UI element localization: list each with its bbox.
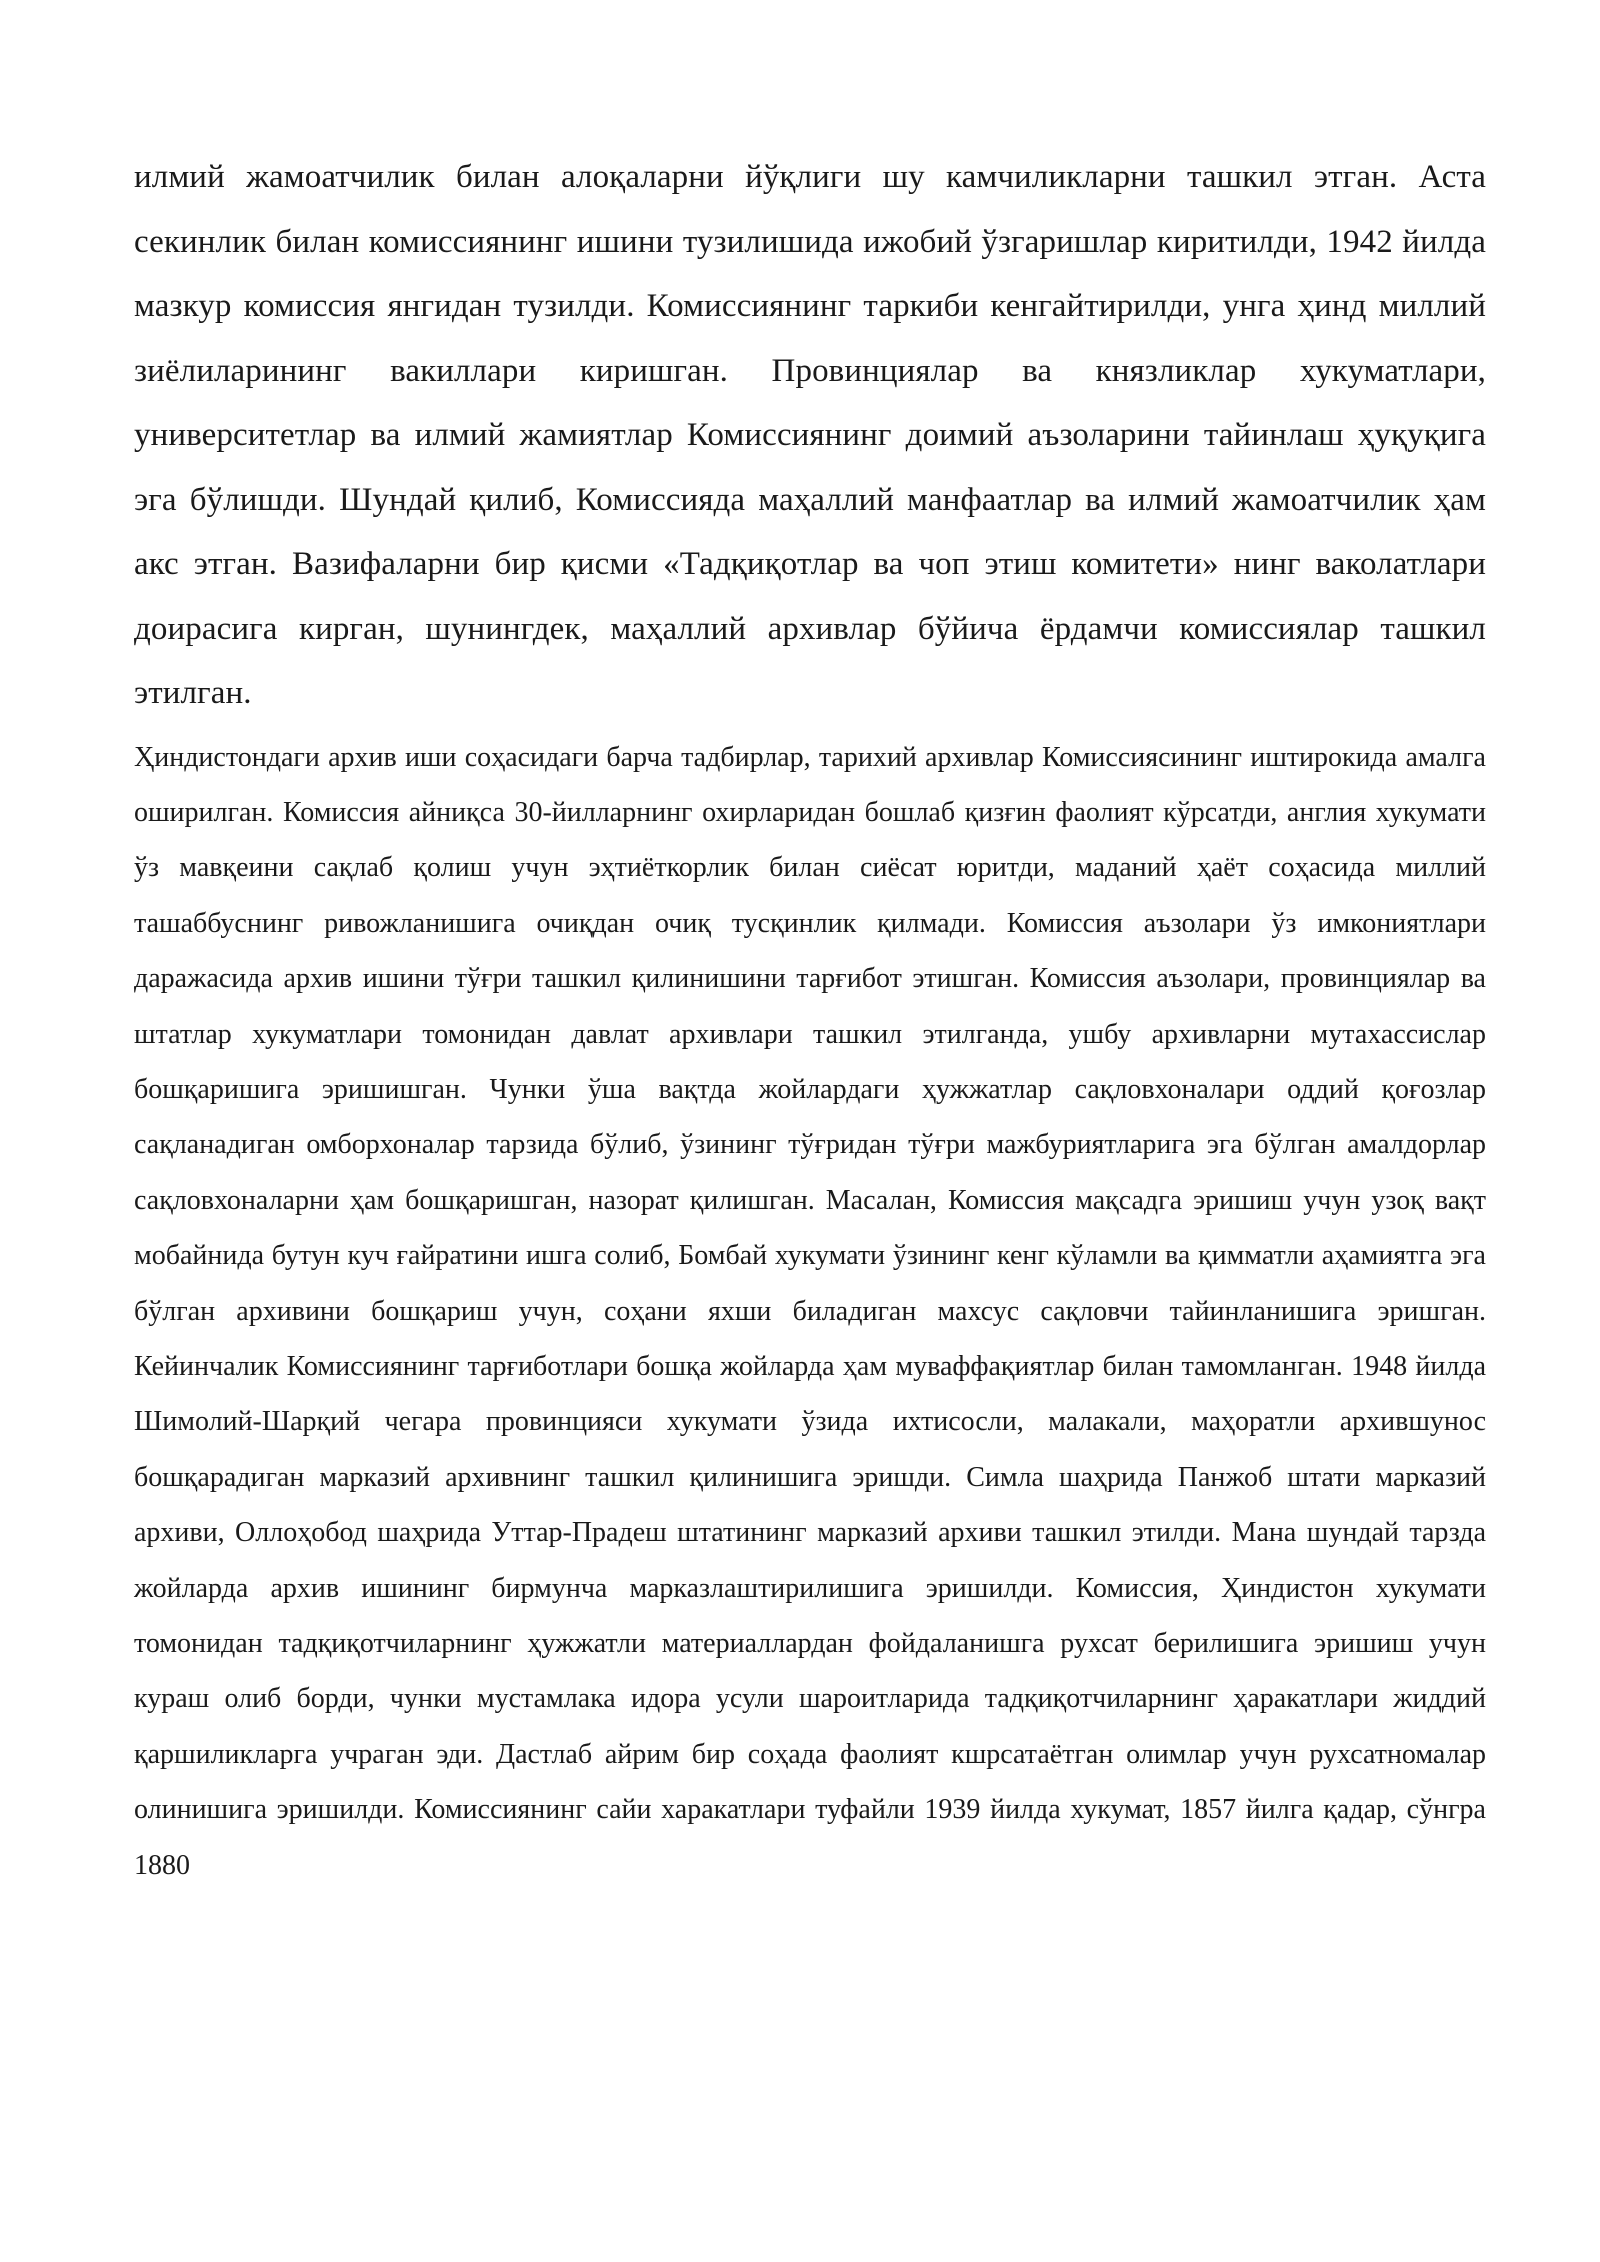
document-body (134, 145, 1486, 1893)
paragraph-archive-activities: Ҳиндистондаги архив иши соҳасидаги барча тадбирлар, тарихий архивлар Комиссиясининг иштирокида амалга оширилган. Комиссия айниқса 30-йилларнинг охирларидан бошлаб қизғин фаолият кўрсатди, англия хукумати ўз мавқеини сақлаб қолиш учун эҳтиёткорлик билан сиёсат юритди, маданий ҳаёт соҳасида миллий ташаббуснинг ривожланишига очиқдан очиқ тусқинлик қилмади. Комиссия аъзолари ўз имкониятлари даражасида архив ишини тўғри ташкил қилинишини тарғибот этишган. Комиссия аъзолари, провинциялар ва штатлар хукуматлари томонидан давлат архивлари ташкил этилганда, ушбу архивларни мутахассислар бошқаришига эришишган. Чунки ўша вақтда жойлардаги ҳужжатлар сақловхоналари оддий қоғозлар сақланадиган омборхоналар тарзида бўлиб, ўзининг тўғридан тўғри мажбуриятларига эга бўлган амалдорлар сақловхоналарни ҳам бошқаришган, назорат қилишган. Масалан, Комиссия мақсадга эришиш учун узоқ вақт мобайнида бутун куч ғайратини ишга солиб, Бомбай хукумати ўзининг кенг кўламли ва қимматли аҳамиятга эга бўлган архивини бошқариш учун, соҳани яхши биладиган махсус сақловчи тайинланишига эришган. Кейинчалик Комиссиянинг тарғиботлари бошқа жойларда ҳам муваффақиятлар билан тамомланган. 1948 йилда Шимолий-Шарқий чегара провинцияси хукумати ўзида ихтисосли, малакали, маҳоратли архившунос бошқарадиган марказий архивнинг ташкил қилинишига эришди. Симла шаҳрида Панжоб штати марказий архиви, Оллоҳобод шаҳрида Уттар-Прадеш штатининг марказий архиви ташкил этилди. Мана шундай тарзда жойларда архив ишининг бирмунча марказлаштирилишига эришилди. Комиссия, Ҳиндистон хукумати томонидан тадқиқотчиларнинг ҳужжатли материаллардан фойдаланишга рухсат берилишига эришиш учун кураш олиб борди, чунки мустамлака идора усули шароитларида тадқиқотчиларнинг ҳаракатлари жиддий қаршиликларга учраган эди. Дастлаб айрим бир соҳада фаолият кшрсатаётган олимлар учун рухсатномалар олинишига эришилди. Комиссиянинг сайи харакатлари туфайли 1939 йилда хукумат, 1857 йилга қадар, сўнгра 1880 (134, 741, 1486, 1881)
paragraph-commission-reorganization: илмий жамоатчилик билан алоқаларни йўқлиги шу камчиликларни ташкил этган. Аста секинлик билан комиссиянинг ишини тузилишида ижобий ўзгаришлар киритилди, 1942 йилда мазкур комиссия янгидан тузилди. Комиссиянинг таркиби кенгайтирилди, унга ҳинд миллий зиёлиларининг вакиллари киришган. Провинциялар ва князликлар хукуматлари, университетлар ва илмий жамиятлар Комиссиянинг доимий аъзоларини тайинлаш ҳуқуқига эга бўлишди. Шундай қилиб, Комиссияда маҳаллий манфаатлар ва илмий жамоатчилик ҳам акс этган. Вазифаларни бир қисми «Тадқиқотлар ва чоп этиш комитети» нинг ваколатлари доирасига кирган, шунингдек, маҳаллий архивлар бўйича ёрдамчи комиссиялар ташкил этилган. (134, 159, 1486, 711)
